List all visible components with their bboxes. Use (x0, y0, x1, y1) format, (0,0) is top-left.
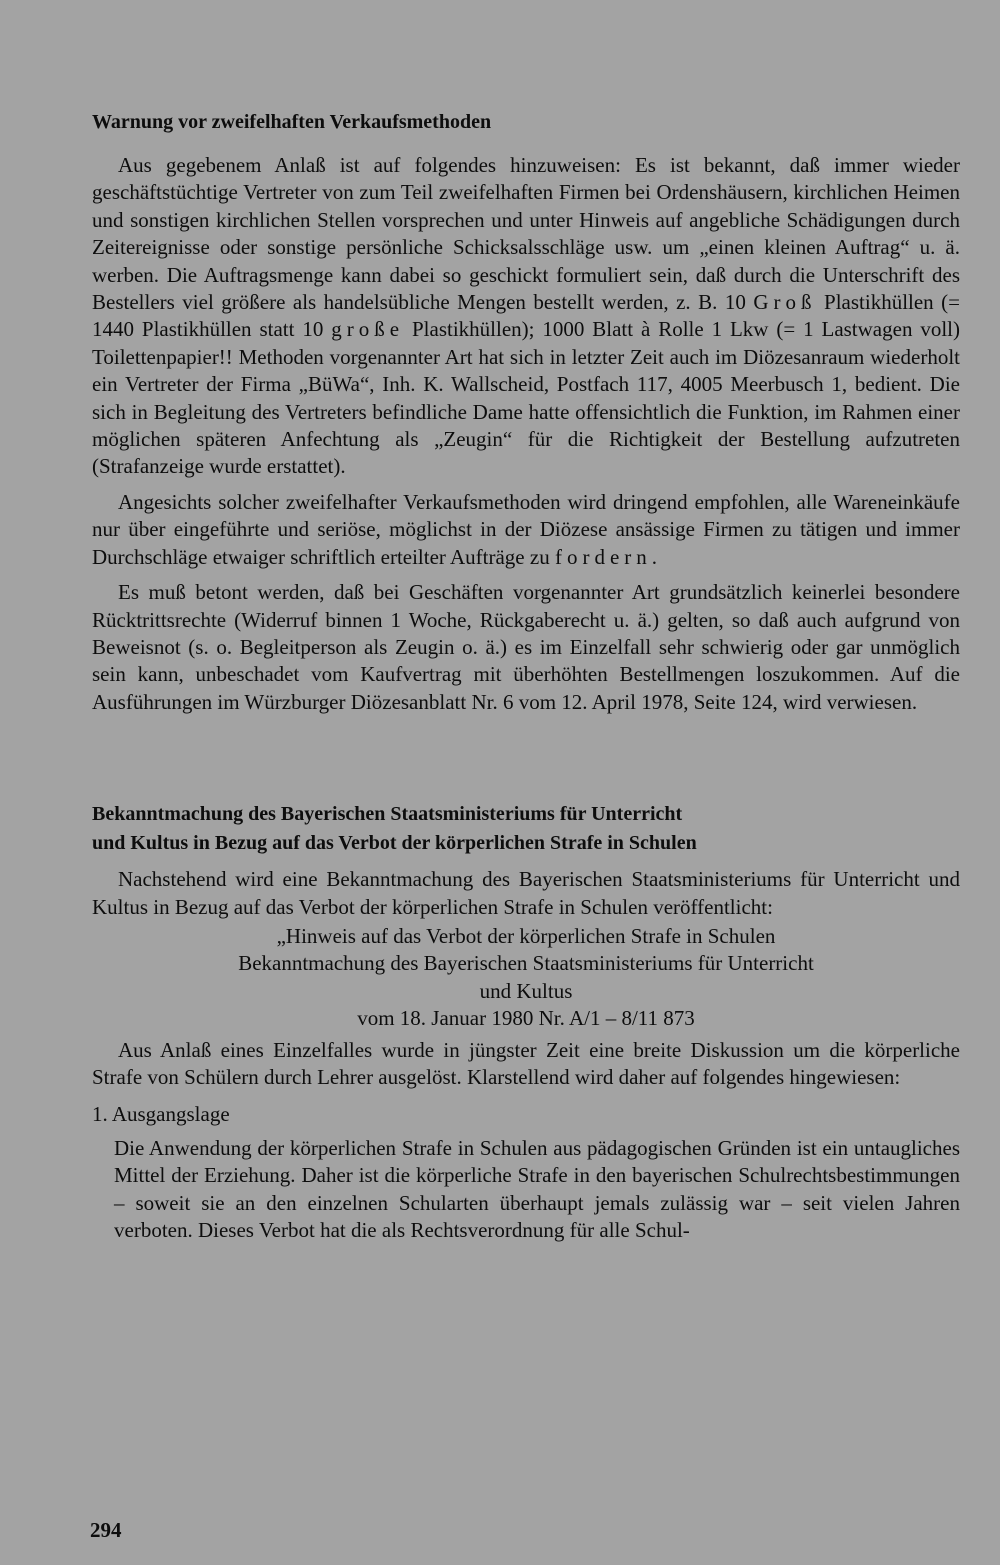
paragraph (92, 489, 960, 571)
section-heading: Warnung vor zweifelhaften Verkaufsmethoden (92, 111, 492, 133)
numbered-item-text: Die Anwendung der körperlichen Strafe in Schulen aus pädagogischen Gründen ist ein untaugliches Mittel der Erziehung. Daher ist die körperliche Strafe in den bayerischen Schulrechtsbestimmungen – soweit sie an den einzelnen Schularten überhaupt jemals zulässig war – seit vielen Jahren verboten. Dieses Verbot hat die als Rechtsverordnung für alle Schul- (114, 1135, 960, 1242)
paragraph (92, 152, 960, 481)
document-page (92, 108, 960, 1244)
quoted-title-line: Bekanntmachung des Bayerischen Staatsministeriums für Unterricht (238, 951, 814, 976)
text-run: Plastikhüllen); 1000 Blatt à Rolle 1 Lkw (= 1 Lastwagen voll) Toilettenpapier!! Methoden vorgenannter Art hat sich in letzter Zeit auch im Diözesanraum wiederholt ein Vertreter der Firma „BüWa“, Inh. K. Wallscheid, Postfach 117, 4005 Meerbusch 1, bedient. Die sich in Begleitung des Vertreters befindliche Dame hatte offensichtlich die Funktion, im Rahmen einer möglichen späteren Anfechtung als „Zeugin“ für die Richtigkeit der Bestellung aufzutreten (Strafanzeige wurde erstattet). (92, 317, 961, 479)
quoted-title-line: und Kultus (479, 978, 573, 1003)
quoted-title-line: „Hinweis auf das Verbot der körperlichen Strafe in Schulen (276, 923, 776, 948)
section-bekanntmachung (92, 800, 960, 1244)
page-number: 294 (90, 1518, 122, 1542)
numbered-item-heading: 1. Ausgangslage (92, 1102, 230, 1127)
section-heading (92, 800, 960, 858)
emphasized-word: fordern. (554, 544, 663, 569)
heading-line: Bekanntmachung des Bayerischen Staatsministeriums für Unterricht (92, 803, 683, 826)
paragraph: Es muß betont werden, daß bei Geschäften vorgenannter Art grundsätzlich keinerlei besondere Rücktrittsrechte (Widerruf binnen 1 Woche, Rückgaberecht u. ä.) gelten, so daß auch aufgrund von Beweisnot (s. o. Begleitperson als Zeugin o. ä.) es im Einzelfall sehr schwierig oder gar unmöglich sein kann, unbeschadet vom Kaufvertrag mit überhöhten Bestellmengen loszukommen. Auf die Ausführungen im Würzburger Diözesanblatt Nr. 6 vom 12. April 1978, Seite 124, wird verwiesen. (92, 580, 960, 714)
text-run: Plastikhüllen (= 1440 Plastikhüllen statt 10 (92, 290, 960, 342)
heading-line: und Kultus in Bezug auf das Verbot der körperlichen Strafe in Schulen (92, 832, 697, 855)
text-run: Aus gegebenem Anlaß ist auf folgendes hinzuweisen: Es ist bekannt, daß immer wieder geschäftstüchtige Vertreter von zum Teil zweifelhaften Firmen bei Ordenshäusern, kirchlichen Heimen und sonstigen kirchlichen Stellen vorsprechen und unter Hinweis auf angebliche Schädigungen durch Zeitereignisse oder sonstige persönliche Schicksalsschläge usw. um „einen kleinen Auftrag“ u. ä. werben. Die Auftragsmenge kann dabei so geschickt formuliert sein, daß durch die Unterschrift des Bestellers viel größere als handelsübliche Mengen bestellt werden, z. B. 10 (92, 153, 960, 315)
section-warnung (92, 108, 960, 716)
emphasized-word: Groß (753, 290, 817, 315)
text-run: Angesichts solcher zweifelhafter Verkaufsmethoden wird dringend empfohlen, alle Wareneinkäufe nur über eingeführte und seriöse, möglichst in der Diözese ansässige Firmen zu tätigen und immer Durchschläge etwaiger schriftlich erteilter Aufträge zu (92, 489, 960, 569)
quoted-title-block (92, 923, 960, 1033)
paragraph: Aus Anlaß eines Einzelfalles wurde in jüngster Zeit eine breite Diskussion um die körperliche Strafe von Schülern durch Lehrer ausgelöst. Klarstellend wird daher auf folgendes hingewiesen: (92, 1037, 960, 1089)
quoted-title-line: vom 18. Januar 1980 Nr. A/1 – 8/11 873 (357, 1006, 695, 1031)
paragraph: Nachstehend wird eine Bekanntmachung des Bayerischen Staatsministeriums für Unterricht und Kultus in Bezug auf das Verbot der körperlichen Strafe in Schulen veröffentlicht: (92, 867, 960, 919)
emphasized-word: große (331, 317, 405, 342)
